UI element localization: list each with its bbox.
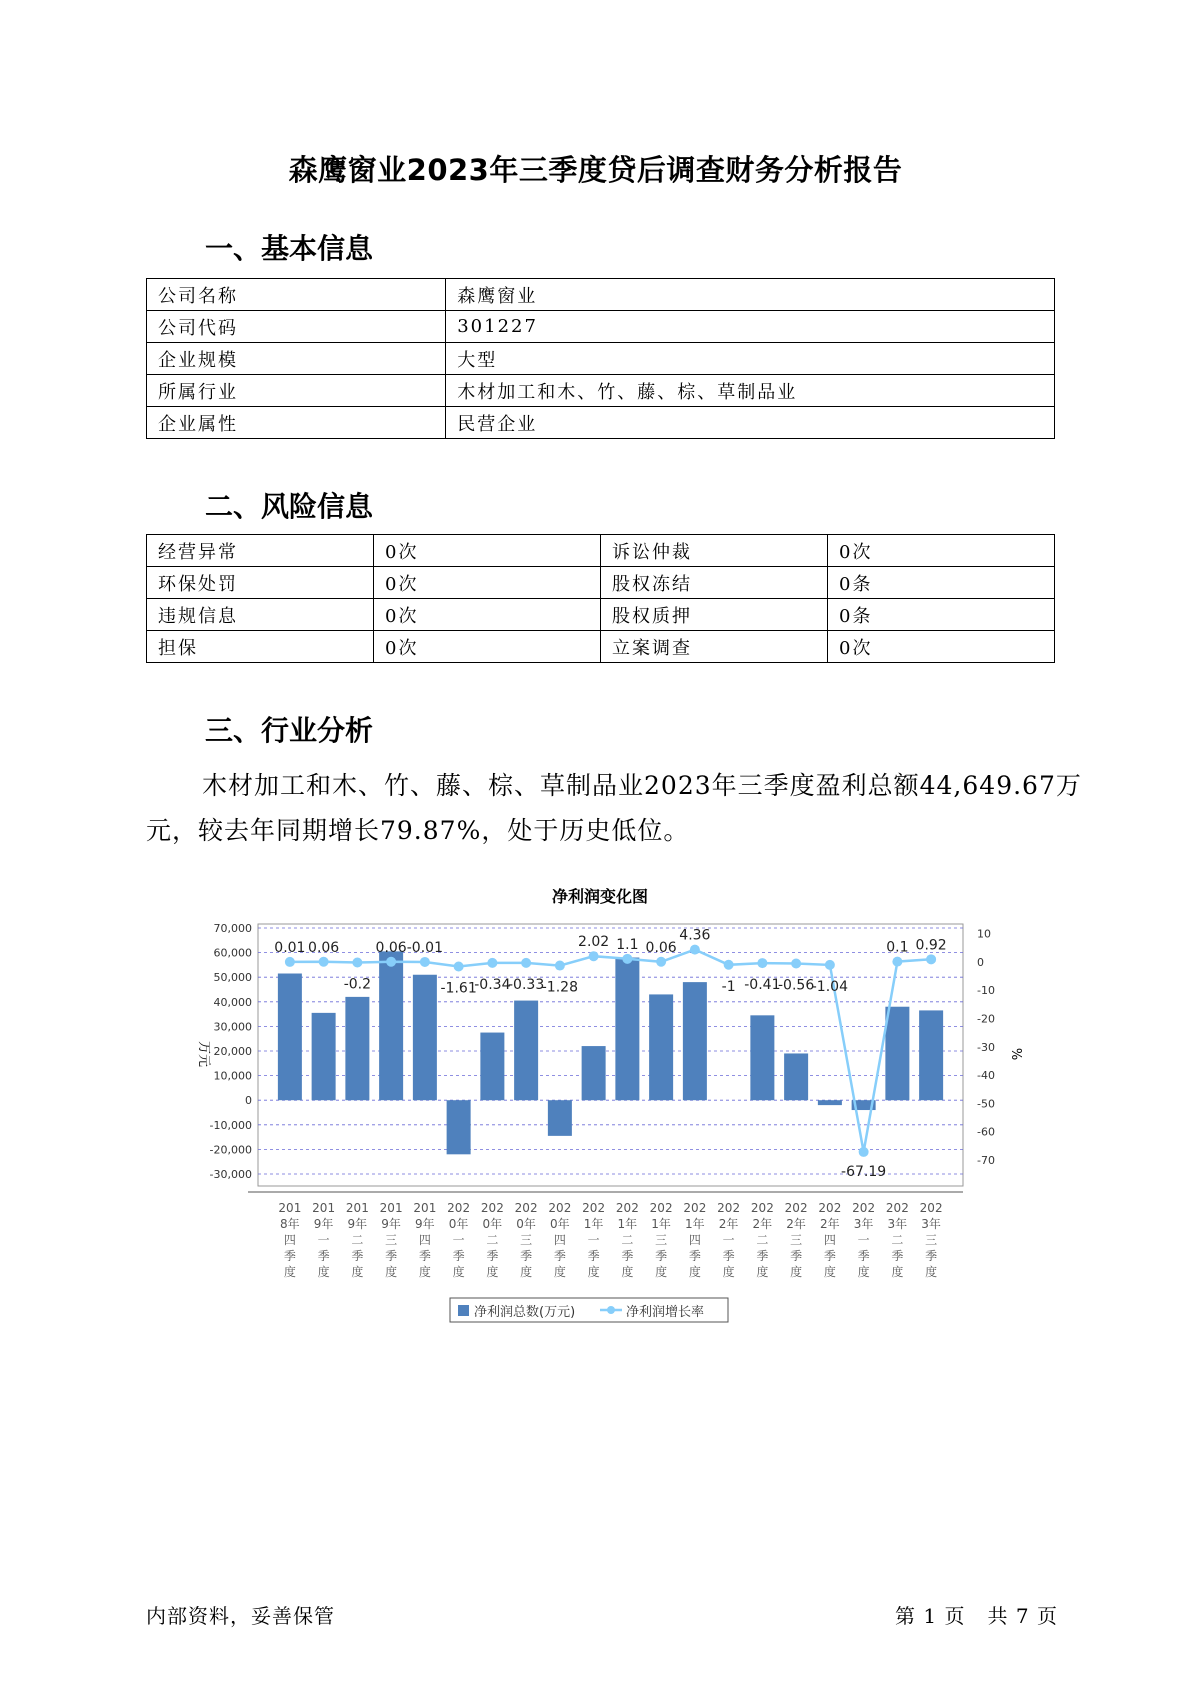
y-tick-label: -10,000 [209,1118,252,1132]
risk-info-cell: 0次 [374,535,601,567]
growth-rate-label: 0.92 [915,937,947,954]
x-tick-label: 201 9年三季度 [379,1201,403,1279]
basic-info-row [147,375,1055,407]
y2-tick-label: -70 [977,1153,995,1167]
basic-info-row [147,407,1055,439]
risk-info-cell: 违规信息 [147,599,374,631]
y2-tick-label: -20 [977,1012,995,1026]
growth-rate-label: -0.01 [406,939,443,956]
bar [582,1046,606,1100]
growth-rate-point [656,957,666,967]
risk-info-cell: 0条 [828,599,1055,631]
basic-info-row [147,343,1055,375]
legend-bar-label: 净利润总数(万元) [474,1305,576,1320]
x-tick-label: 202 1年一季度 [582,1201,606,1279]
basic-info-cell: 木材加工和木、竹、藤、棕、草制品业 [446,375,1055,407]
y2-tick-label: -50 [977,1097,995,1111]
x-tick-label: 202 2年二季度 [750,1201,774,1279]
growth-rate-point [622,954,632,964]
growth-rate-label: -0.56 [778,977,815,994]
y2-tick-label: 10 [977,927,991,941]
page-title: 森鹰窗业2023年三季度贷后调查财务分析报告 [288,153,903,187]
industry-analysis-paragraph: 木材加工和木、竹、藤、棕、草制品业2023年三季度盈利总额44,649.67万元，较去年同期增长79.87%，处于历史低位。 [146,771,1082,845]
y2-tick-label: -60 [977,1125,995,1139]
growth-rate-label: -1.28 [541,979,578,996]
footer-confidential: 内部资料，妥善保管 [146,1604,335,1628]
growth-rate-point [690,945,700,955]
basic-info-table [146,278,1055,439]
legend-line-label: 净利润增长率 [626,1305,705,1320]
growth-rate-point [521,958,531,968]
risk-info-row [147,599,1055,631]
risk-info-row [147,567,1055,599]
risk-info-cell: 0次 [828,631,1055,663]
growth-rate-point [487,958,497,968]
risk-info-cell: 0次 [828,535,1055,567]
risk-info-cell: 股权冻结 [601,567,828,599]
x-tick-label: 202 3年二季度 [885,1201,909,1279]
x-tick-label: 202 2年一季度 [717,1201,741,1279]
growth-rate-point [352,957,362,967]
y2-tick-label: -10 [977,984,995,998]
legend-line-marker [607,1306,615,1314]
section-heading-basic-info: 一、基本信息 [205,232,374,265]
growth-rate-label: 4.36 [679,927,711,944]
y2-axis-label: % [1008,1047,1023,1061]
growth-rate-point [454,961,464,971]
basic-info-cell: 大型 [446,343,1055,375]
y-tick-label: -20,000 [209,1143,252,1157]
growth-rate-label: 0.06 [375,939,407,956]
growth-rate-point [285,957,295,967]
x-tick-label: 202 3年三季度 [919,1201,943,1279]
y-tick-label: 60,000 [213,946,252,960]
growth-rate-label: -0.33 [508,976,545,993]
y-tick-label: 0 [245,1094,252,1108]
growth-rate-label: -1.61 [440,980,477,997]
growth-rate-point [386,957,396,967]
y2-tick-label: 0 [977,955,984,969]
y-tick-label: 70,000 [213,922,252,935]
risk-info-cell: 环保处罚 [147,567,374,599]
bar [683,982,707,1100]
bar [514,1001,538,1101]
bar [750,1015,774,1100]
basic-info-cell: 森鹰窗业 [446,279,1055,311]
growth-rate-label: -0.41 [744,977,781,994]
basic-info-cell: 企业属性 [147,407,446,439]
growth-rate-point [859,1147,869,1157]
basic-info-row [147,279,1055,311]
y-axis-label: 万元 [196,1040,211,1068]
risk-info-cell: 0次 [374,567,601,599]
y-tick-label: 10,000 [213,1069,252,1083]
bar [413,975,437,1100]
growth-rate-label: -1 [721,978,736,995]
y-tick-label: 20,000 [213,1045,252,1058]
x-tick-label: 201 9年四季度 [413,1201,437,1279]
growth-rate-point [420,957,430,967]
risk-info-cell: 0次 [374,631,601,663]
growth-rate-label: -1.04 [811,978,848,995]
y2-tick-label: -40 [977,1069,995,1083]
risk-info-row [147,631,1055,663]
risk-info-cell: 诉讼仲裁 [601,535,828,567]
bar [615,958,639,1101]
growth-rate-point [892,957,902,967]
x-tick-label: 201 8年四季度 [278,1201,302,1279]
growth-rate-label: 0.06 [308,939,340,956]
bar [649,994,673,1100]
basic-info-cell: 公司代码 [147,311,446,343]
growth-rate-point [724,960,734,970]
growth-rate-point [825,960,835,970]
section-heading-risk-info: 二、风险信息 [205,490,374,523]
x-tick-label: 202 2年三季度 [784,1201,808,1279]
x-tick-label: 202 0年四季度 [548,1201,572,1279]
section-heading-industry-analysis: 三、行业分析 [205,714,374,747]
growth-rate-point [926,954,936,964]
growth-rate-label: -0.34 [474,976,511,993]
bar [548,1100,572,1136]
basic-info-cell: 301227 [446,311,1055,343]
growth-rate-point [757,958,767,968]
bar [818,1100,842,1105]
basic-info-cell: 公司名称 [147,279,446,311]
growth-rate-label: 0.01 [274,939,306,956]
y-tick-label: 40,000 [213,995,252,1009]
risk-info-cell: 0条 [828,567,1055,599]
y-tick-label: 30,000 [213,1020,252,1034]
bar [885,1007,909,1100]
chart-title: 净利润变化图 [551,887,649,906]
x-tick-label: 201 9年一季度 [312,1201,336,1279]
basic-info-cell: 企业规模 [147,343,446,375]
risk-info-cell: 0次 [374,599,601,631]
bar [345,997,369,1100]
growth-rate-label: 0.1 [886,939,909,956]
y-tick-label: -30,000 [209,1168,252,1181]
growth-rate-point [791,959,801,969]
bar [480,1033,504,1101]
basic-info-row [147,311,1055,343]
footer-page-number: 第 1 页 共 7 页 [895,1604,1058,1628]
basic-info-cell: 民营企业 [446,407,1055,439]
bar [447,1100,471,1154]
growth-rate-point [319,957,329,967]
x-tick-label: 202 2年四季度 [818,1201,842,1279]
risk-info-row [147,535,1055,567]
bar [278,974,302,1101]
basic-info-cell: 所属行业 [147,375,446,407]
legend-bar-swatch [458,1305,469,1316]
x-tick-label: 202 1年三季度 [649,1201,673,1279]
risk-info-table [146,534,1055,663]
x-tick-label: 202 1年四季度 [683,1201,707,1279]
x-tick-label: 202 0年二季度 [480,1201,504,1279]
x-tick-label: 202 0年一季度 [447,1201,471,1279]
y2-tick-label: -30 [977,1040,995,1054]
bar [312,1013,336,1100]
risk-info-cell: 股权质押 [601,599,828,631]
bar [379,951,403,1100]
risk-info-cell: 立案调查 [601,631,828,663]
x-tick-label: 201 9年二季度 [345,1201,369,1279]
growth-rate-label: 1.1 [616,936,639,953]
growth-rate-point [555,961,565,971]
bar [919,1010,943,1100]
growth-rate-label: -67.19 [841,1163,887,1180]
risk-info-cell: 经营异常 [147,535,374,567]
growth-rate-label: 0.06 [645,939,677,956]
risk-info-cell: 担保 [147,631,374,663]
y-tick-label: 50,000 [213,971,252,985]
net-profit-chart [180,878,1040,1340]
x-tick-label: 202 3年一季度 [852,1201,876,1279]
x-tick-label: 202 0年三季度 [514,1201,538,1279]
growth-rate-point [589,951,599,961]
growth-rate-label: -0.2 [343,976,372,993]
bar [784,1053,808,1100]
growth-rate-label: 2.02 [578,934,610,951]
x-tick-label: 202 1年二季度 [615,1201,639,1279]
